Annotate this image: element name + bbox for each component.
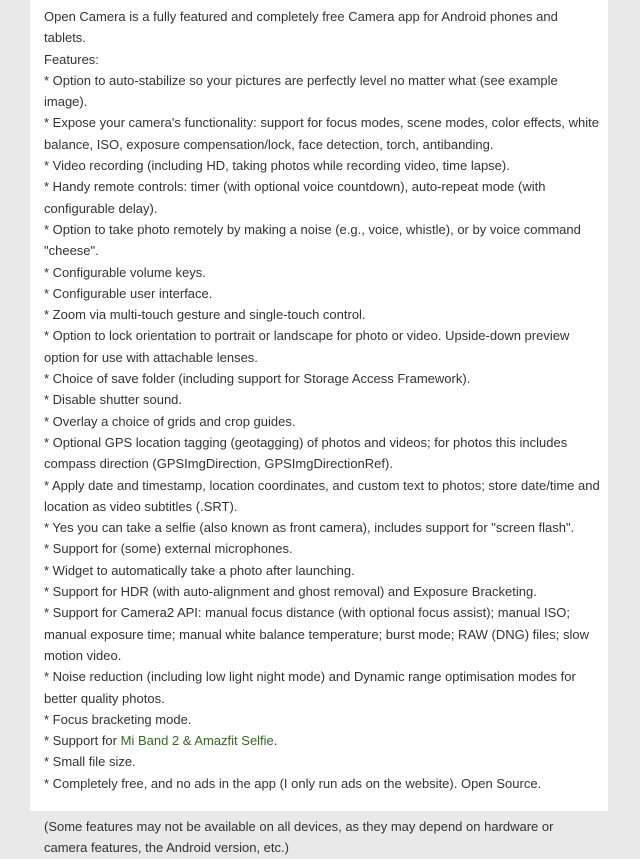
feature-item: * Support for HDR (with auto-alignment and ghost removal) and Exposure Bracketing. [44, 584, 537, 600]
feature-item: * Handy remote controls: timer (with optional voice countdown), auto-repeat mode (with configurable delay). [44, 179, 546, 216]
miband-prefix: * Support for [44, 733, 121, 749]
feature-item: * Option to take photo remotely by making a noise (e.g., voice, whistle), or by voice command "cheese". [44, 221, 581, 259]
paragraph-gap [44, 794, 600, 816]
feature-item: * Zoom via multi-touch gesture and single-touch control. [44, 307, 366, 323]
feature-item: * Small file size. [44, 754, 136, 770]
feature-item: * Optional GPS location tagging (geotagging) of photos and videos; for photos this includes compass direction (GPSImgDirection, GPSImgDirectionRef). [44, 434, 568, 472]
feature-item: * Support for Camera2 API: manual focus distance (with optional focus assist); manual ISO; manual exposure time; manual white balance temperature; burst mode; RAW (DNG) files; slow motion video. [44, 605, 590, 663]
feature-item: * Expose your camera's functionality: support for focus modes, scene modes, color effects, white balance, ISO, exposure compensation/lock, face detection, torch, antibanding. [44, 115, 600, 152]
app-description-panel [30, 0, 608, 856]
feature-item: * Choice of save folder (including support for Storage Access Framework). [44, 371, 471, 387]
feature-item: * Widget to automatically take a photo after launching. [44, 562, 355, 578]
feature-item: * Support for (some) external microphones. [44, 541, 293, 557]
feature-item: * Completely free, and no ads in the app (I only run ads on the website). Open Source. [44, 775, 542, 791]
description-text [44, 6, 600, 859]
feature-item: * Option to lock orientation to portrait or landscape for photo or video. Upside-down preview option for use with attachable lenses. [44, 328, 570, 365]
feature-item: * Configurable volume keys. [44, 264, 206, 280]
miband-link[interactable]: Mi Band 2 & Amazfit Selfie [120, 733, 274, 749]
feature-item: * Configurable user interface. [44, 285, 213, 301]
feature-item: * Yes you can take a selfie (also known as front camera), includes support for "screen flash". [44, 520, 575, 536]
feature-item: * Apply date and timestamp, location coordinates, and custom text to photos; store date/time and location as video subtitles (.SRT). [44, 477, 600, 514]
feature-item-miband [44, 730, 600, 751]
miband-suffix: . [273, 733, 278, 749]
feature-item: * Option to auto-stabilize so your pictures are perfectly level no matter what (see example image). [44, 72, 558, 110]
feature-item: * Video recording (including HD, taking photos while recording video, time lapse). [44, 158, 510, 174]
feature-item: * Focus bracketing mode. [44, 711, 192, 727]
description-intro: Open Camera is a fully featured and completely free Camera app for Android phones and tablets. [44, 9, 558, 46]
features-heading: Features: [44, 51, 99, 67]
feature-item: * Overlay a choice of grids and crop guides. [44, 413, 296, 429]
feature-item: * Noise reduction (including low light night mode) and Dynamic range optimisation modes for better quality photos. [44, 669, 576, 706]
feature-item: * Disable shutter sound. [44, 392, 183, 408]
availability-note: (Some features may not be available on all devices, as they may depend on hardware or camera features, the Android version, etc.) [44, 818, 554, 856]
